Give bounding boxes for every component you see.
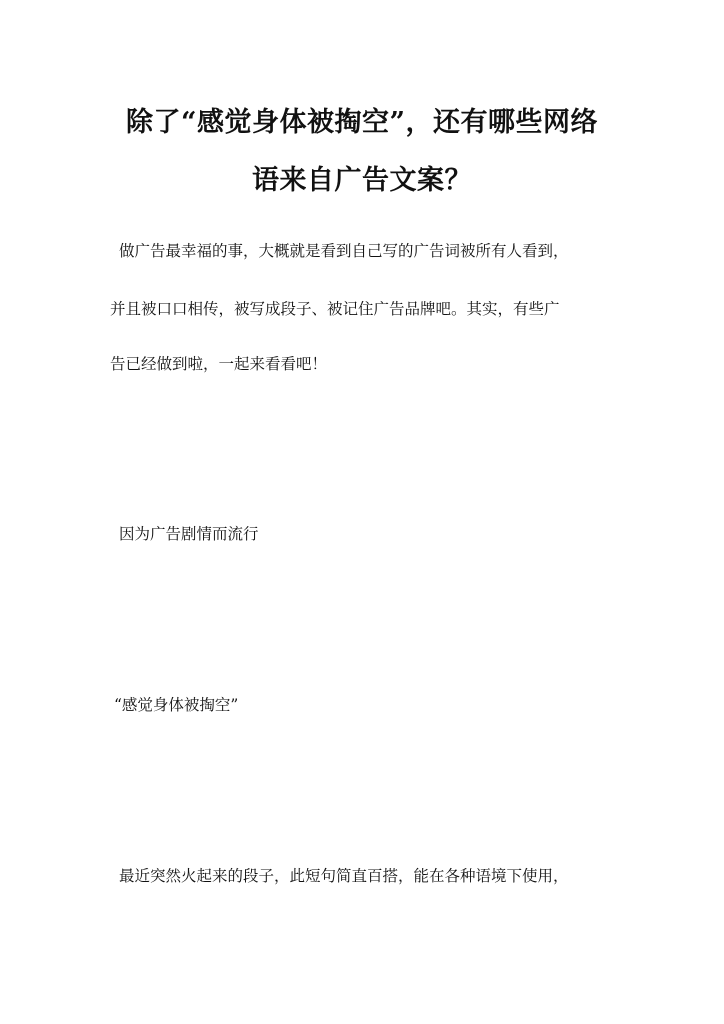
- intro-paragraph-line-3: 告已经做到啦，一起来看看吧！: [110, 355, 328, 373]
- intro-paragraph-line-2: 并且被口口相传，被写成段子、被记住广告品牌吧。其实，有些广: [110, 300, 560, 318]
- quoted-phrase: “感觉身体被掏空”: [114, 696, 239, 714]
- section-heading: 因为广告剧情而流行: [119, 525, 259, 543]
- document-title-line-2: 语来自广告文案？: [252, 165, 472, 196]
- document-title-line-1: 除了“感觉身体被掏空”，还有哪些网络: [125, 107, 599, 138]
- body-paragraph-line-1: 最近突然火起来的段子，此短句简直百搭，能在各种语境下使用，: [119, 867, 569, 885]
- intro-paragraph-line-1: 做广告最幸福的事，大概就是看到自己写的广告词被所有人看到，: [119, 242, 569, 260]
